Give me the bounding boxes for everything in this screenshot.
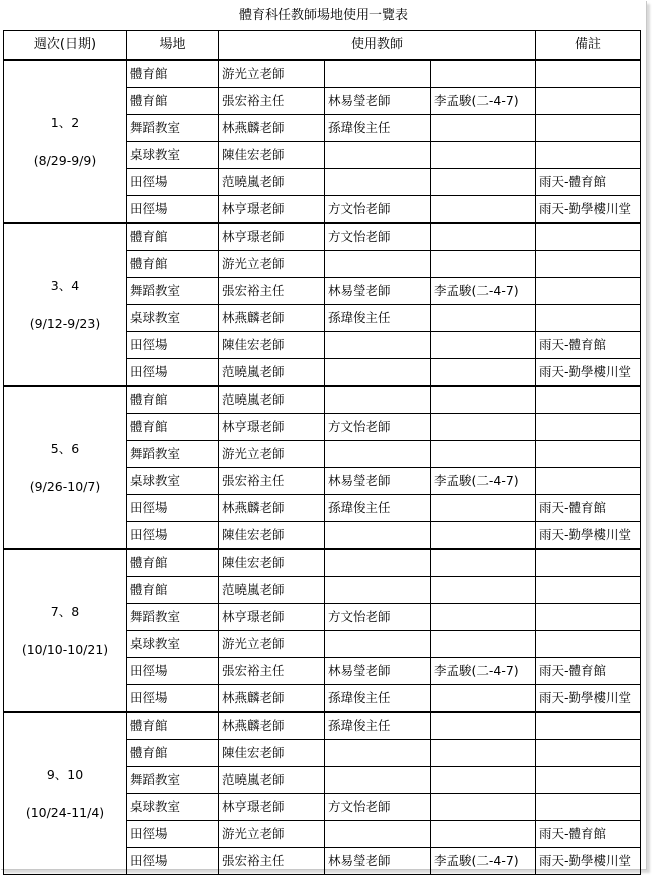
teacher-cell: [431, 332, 536, 359]
teacher-cell: [325, 169, 431, 196]
teacher-cell: 林燕麟老師: [219, 305, 325, 332]
teacher-cell: 林燕麟老師: [219, 712, 325, 740]
teacher-cell: 林易瑩老師: [325, 88, 431, 115]
venue-cell: 舞蹈教室: [127, 604, 219, 631]
venue-cell: 舞蹈教室: [127, 767, 219, 794]
teacher-cell: [431, 305, 536, 332]
teacher-cell: 孫瑋俊主任: [325, 685, 431, 713]
teacher-cell: 方文怡老師: [325, 604, 431, 631]
remark-cell: 雨天-勤學樓川堂: [536, 685, 641, 713]
week-number: 1、2: [50, 114, 80, 130]
venue-cell: 體育館: [127, 740, 219, 767]
teacher-cell: [431, 441, 536, 468]
table-row: [4, 60, 641, 88]
remark-cell: [536, 468, 641, 495]
teacher-cell: [431, 223, 536, 251]
week-cell: [4, 712, 127, 875]
teacher-cell: 林易瑩老師: [325, 848, 431, 875]
teacher-cell: 游光立老師: [219, 821, 325, 848]
teacher-cell: [431, 577, 536, 604]
remark-cell: [536, 740, 641, 767]
document-page: [1, 1, 647, 870]
teacher-cell: 孫瑋俊主任: [325, 115, 431, 142]
teacher-cell: [325, 549, 431, 577]
remark-cell: [536, 142, 641, 169]
teacher-cell: 林亨璟老師: [219, 604, 325, 631]
week-date-range: (8/29-9/9): [33, 152, 97, 168]
week-cell: [4, 386, 127, 549]
teacher-cell: [431, 196, 536, 224]
remark-cell: 雨天-體育館: [536, 821, 641, 848]
teacher-cell: 林亨璟老師: [219, 223, 325, 251]
teacher-cell: [431, 414, 536, 441]
teacher-cell: 孫瑋俊主任: [325, 495, 431, 522]
teacher-cell: [431, 115, 536, 142]
remark-cell: [536, 767, 641, 794]
teacher-cell: [431, 495, 536, 522]
teacher-cell: 范曉嵐老師: [219, 767, 325, 794]
teacher-cell: [431, 386, 536, 414]
venue-cell: 體育館: [127, 414, 219, 441]
teacher-cell: [325, 359, 431, 387]
venue-cell: 田徑場: [127, 359, 219, 387]
teacher-cell: [325, 60, 431, 88]
teacher-cell: 林燕麟老師: [219, 685, 325, 713]
header-teachers: 使用教師: [219, 31, 536, 61]
teacher-cell: [431, 549, 536, 577]
teacher-cell: 李孟駿(二-4-7): [431, 658, 536, 685]
table-row: [4, 712, 641, 740]
page-title: 體育科任教師場地使用一覽表: [238, 8, 408, 23]
week-cell: [4, 549, 127, 712]
week-number: 3、4: [50, 277, 80, 293]
remark-cell: 雨天-勤學樓川堂: [536, 522, 641, 550]
remark-cell: 雨天-體育館: [536, 658, 641, 685]
teacher-cell: 范曉嵐老師: [219, 577, 325, 604]
teacher-cell: 張宏裕主任: [219, 88, 325, 115]
header-remarks: 備註: [536, 31, 641, 61]
teacher-cell: [325, 386, 431, 414]
venue-cell: 體育館: [127, 577, 219, 604]
teacher-cell: 孫瑋俊主任: [325, 305, 431, 332]
teacher-cell: 孫瑋俊主任: [325, 712, 431, 740]
teacher-cell: [325, 577, 431, 604]
remark-cell: [536, 631, 641, 658]
venue-cell: 田徑場: [127, 848, 219, 875]
venue-cell: 田徑場: [127, 522, 219, 550]
teacher-cell: [431, 821, 536, 848]
teacher-cell: 張宏裕主任: [219, 468, 325, 495]
teacher-cell: 李孟駿(二-4-7): [431, 88, 536, 115]
teacher-cell: 張宏裕主任: [219, 658, 325, 685]
week-date-range: (10/10-10/21): [21, 641, 109, 657]
venue-cell: 體育館: [127, 251, 219, 278]
teacher-cell: 陳佳宏老師: [219, 522, 325, 550]
remark-cell: [536, 115, 641, 142]
venue-cell: 田徑場: [127, 821, 219, 848]
teacher-cell: [431, 169, 536, 196]
teacher-cell: 游光立老師: [219, 441, 325, 468]
teacher-cell: 林易瑩老師: [325, 278, 431, 305]
table-row: [4, 386, 641, 414]
remark-cell: 雨天-體育館: [536, 169, 641, 196]
teacher-cell: [431, 685, 536, 713]
remark-cell: [536, 251, 641, 278]
remark-cell: 雨天-體育館: [536, 495, 641, 522]
teacher-cell: [431, 359, 536, 387]
teacher-cell: [431, 60, 536, 88]
teacher-cell: 方文怡老師: [325, 223, 431, 251]
venue-cell: 田徑場: [127, 332, 219, 359]
remark-cell: 雨天-體育館: [536, 332, 641, 359]
teacher-cell: 陳佳宏老師: [219, 549, 325, 577]
table-row: [4, 223, 641, 251]
remark-cell: [536, 549, 641, 577]
remark-cell: [536, 223, 641, 251]
week-date-range: (9/26-10/7): [29, 478, 101, 494]
venue-cell: 田徑場: [127, 658, 219, 685]
teacher-cell: [325, 332, 431, 359]
teacher-cell: [431, 142, 536, 169]
teacher-cell: 張宏裕主任: [219, 848, 325, 875]
remark-cell: 雨天-勤學樓川堂: [536, 359, 641, 387]
remark-cell: 雨天-勤學樓川堂: [536, 848, 641, 875]
remark-cell: [536, 712, 641, 740]
week-date-range: (9/12-9/23): [29, 315, 101, 331]
teacher-cell: [431, 767, 536, 794]
teacher-cell: 游光立老師: [219, 251, 325, 278]
remark-cell: [536, 278, 641, 305]
venue-cell: 體育館: [127, 223, 219, 251]
venue-schedule-table: [3, 30, 641, 875]
venue-cell: 田徑場: [127, 495, 219, 522]
teacher-cell: 陳佳宏老師: [219, 142, 325, 169]
teacher-cell: 范曉嵐老師: [219, 169, 325, 196]
teacher-cell: [325, 740, 431, 767]
teacher-cell: [431, 740, 536, 767]
remark-cell: 雨天-勤學樓川堂: [536, 196, 641, 224]
week-number: 9、10: [46, 766, 84, 782]
remark-cell: [536, 441, 641, 468]
venue-cell: 舞蹈教室: [127, 115, 219, 142]
teacher-cell: 范曉嵐老師: [219, 359, 325, 387]
teacher-cell: 張宏裕主任: [219, 278, 325, 305]
venue-cell: 體育館: [127, 386, 219, 414]
table-header-row: [4, 31, 641, 61]
remark-cell: [536, 414, 641, 441]
teacher-cell: 陳佳宏老師: [219, 332, 325, 359]
teacher-cell: 林燕麟老師: [219, 115, 325, 142]
venue-cell: 桌球教室: [127, 631, 219, 658]
teacher-cell: 方文怡老師: [325, 794, 431, 821]
teacher-cell: [431, 251, 536, 278]
week-date-range: (10/24-11/4): [25, 804, 105, 820]
remark-cell: [536, 794, 641, 821]
teacher-cell: 方文怡老師: [325, 196, 431, 224]
teacher-cell: 范曉嵐老師: [219, 386, 325, 414]
teacher-cell: [325, 251, 431, 278]
teacher-cell: 林易瑩老師: [325, 468, 431, 495]
teacher-cell: 游光立老師: [219, 60, 325, 88]
teacher-cell: 林易瑩老師: [325, 658, 431, 685]
teacher-cell: [325, 522, 431, 550]
teacher-cell: 林亨璟老師: [219, 196, 325, 224]
venue-cell: 舞蹈教室: [127, 441, 219, 468]
venue-cell: 舞蹈教室: [127, 278, 219, 305]
week-number: 7、8: [50, 603, 80, 619]
teacher-cell: [431, 522, 536, 550]
teacher-cell: [325, 767, 431, 794]
teacher-cell: 陳佳宏老師: [219, 740, 325, 767]
remark-cell: [536, 60, 641, 88]
teacher-cell: [431, 631, 536, 658]
venue-cell: 桌球教室: [127, 142, 219, 169]
table-row: [4, 549, 641, 577]
week-cell: [4, 223, 127, 386]
teacher-cell: [431, 604, 536, 631]
teacher-cell: 林亨璟老師: [219, 794, 325, 821]
teacher-cell: 李孟駿(二-4-7): [431, 278, 536, 305]
teacher-cell: [325, 631, 431, 658]
venue-cell: 體育館: [127, 88, 219, 115]
venue-cell: 桌球教室: [127, 794, 219, 821]
venue-cell: 體育館: [127, 549, 219, 577]
teacher-cell: 李孟駿(二-4-7): [431, 848, 536, 875]
venue-cell: 桌球教室: [127, 468, 219, 495]
remark-cell: [536, 604, 641, 631]
teacher-cell: [431, 794, 536, 821]
teacher-cell: 林燕麟老師: [219, 495, 325, 522]
teacher-cell: 林亨璟老師: [219, 414, 325, 441]
venue-cell: 體育館: [127, 712, 219, 740]
header-week: 週次(日期): [4, 31, 127, 61]
week-number: 5、6: [50, 440, 80, 456]
table-body: [4, 60, 641, 875]
remark-cell: [536, 88, 641, 115]
venue-cell: 田徑場: [127, 169, 219, 196]
venue-cell: 桌球教室: [127, 305, 219, 332]
remark-cell: [536, 386, 641, 414]
week-cell: [4, 60, 127, 223]
teacher-cell: [325, 441, 431, 468]
venue-cell: 田徑場: [127, 685, 219, 713]
teacher-cell: [431, 712, 536, 740]
venue-cell: 體育館: [127, 60, 219, 88]
teacher-cell: 游光立老師: [219, 631, 325, 658]
teacher-cell: 方文怡老師: [325, 414, 431, 441]
venue-cell: 田徑場: [127, 196, 219, 224]
teacher-cell: 李孟駿(二-4-7): [431, 468, 536, 495]
teacher-cell: [325, 821, 431, 848]
remark-cell: [536, 305, 641, 332]
teacher-cell: [325, 142, 431, 169]
header-venue: 場地: [127, 31, 219, 61]
remark-cell: [536, 577, 641, 604]
